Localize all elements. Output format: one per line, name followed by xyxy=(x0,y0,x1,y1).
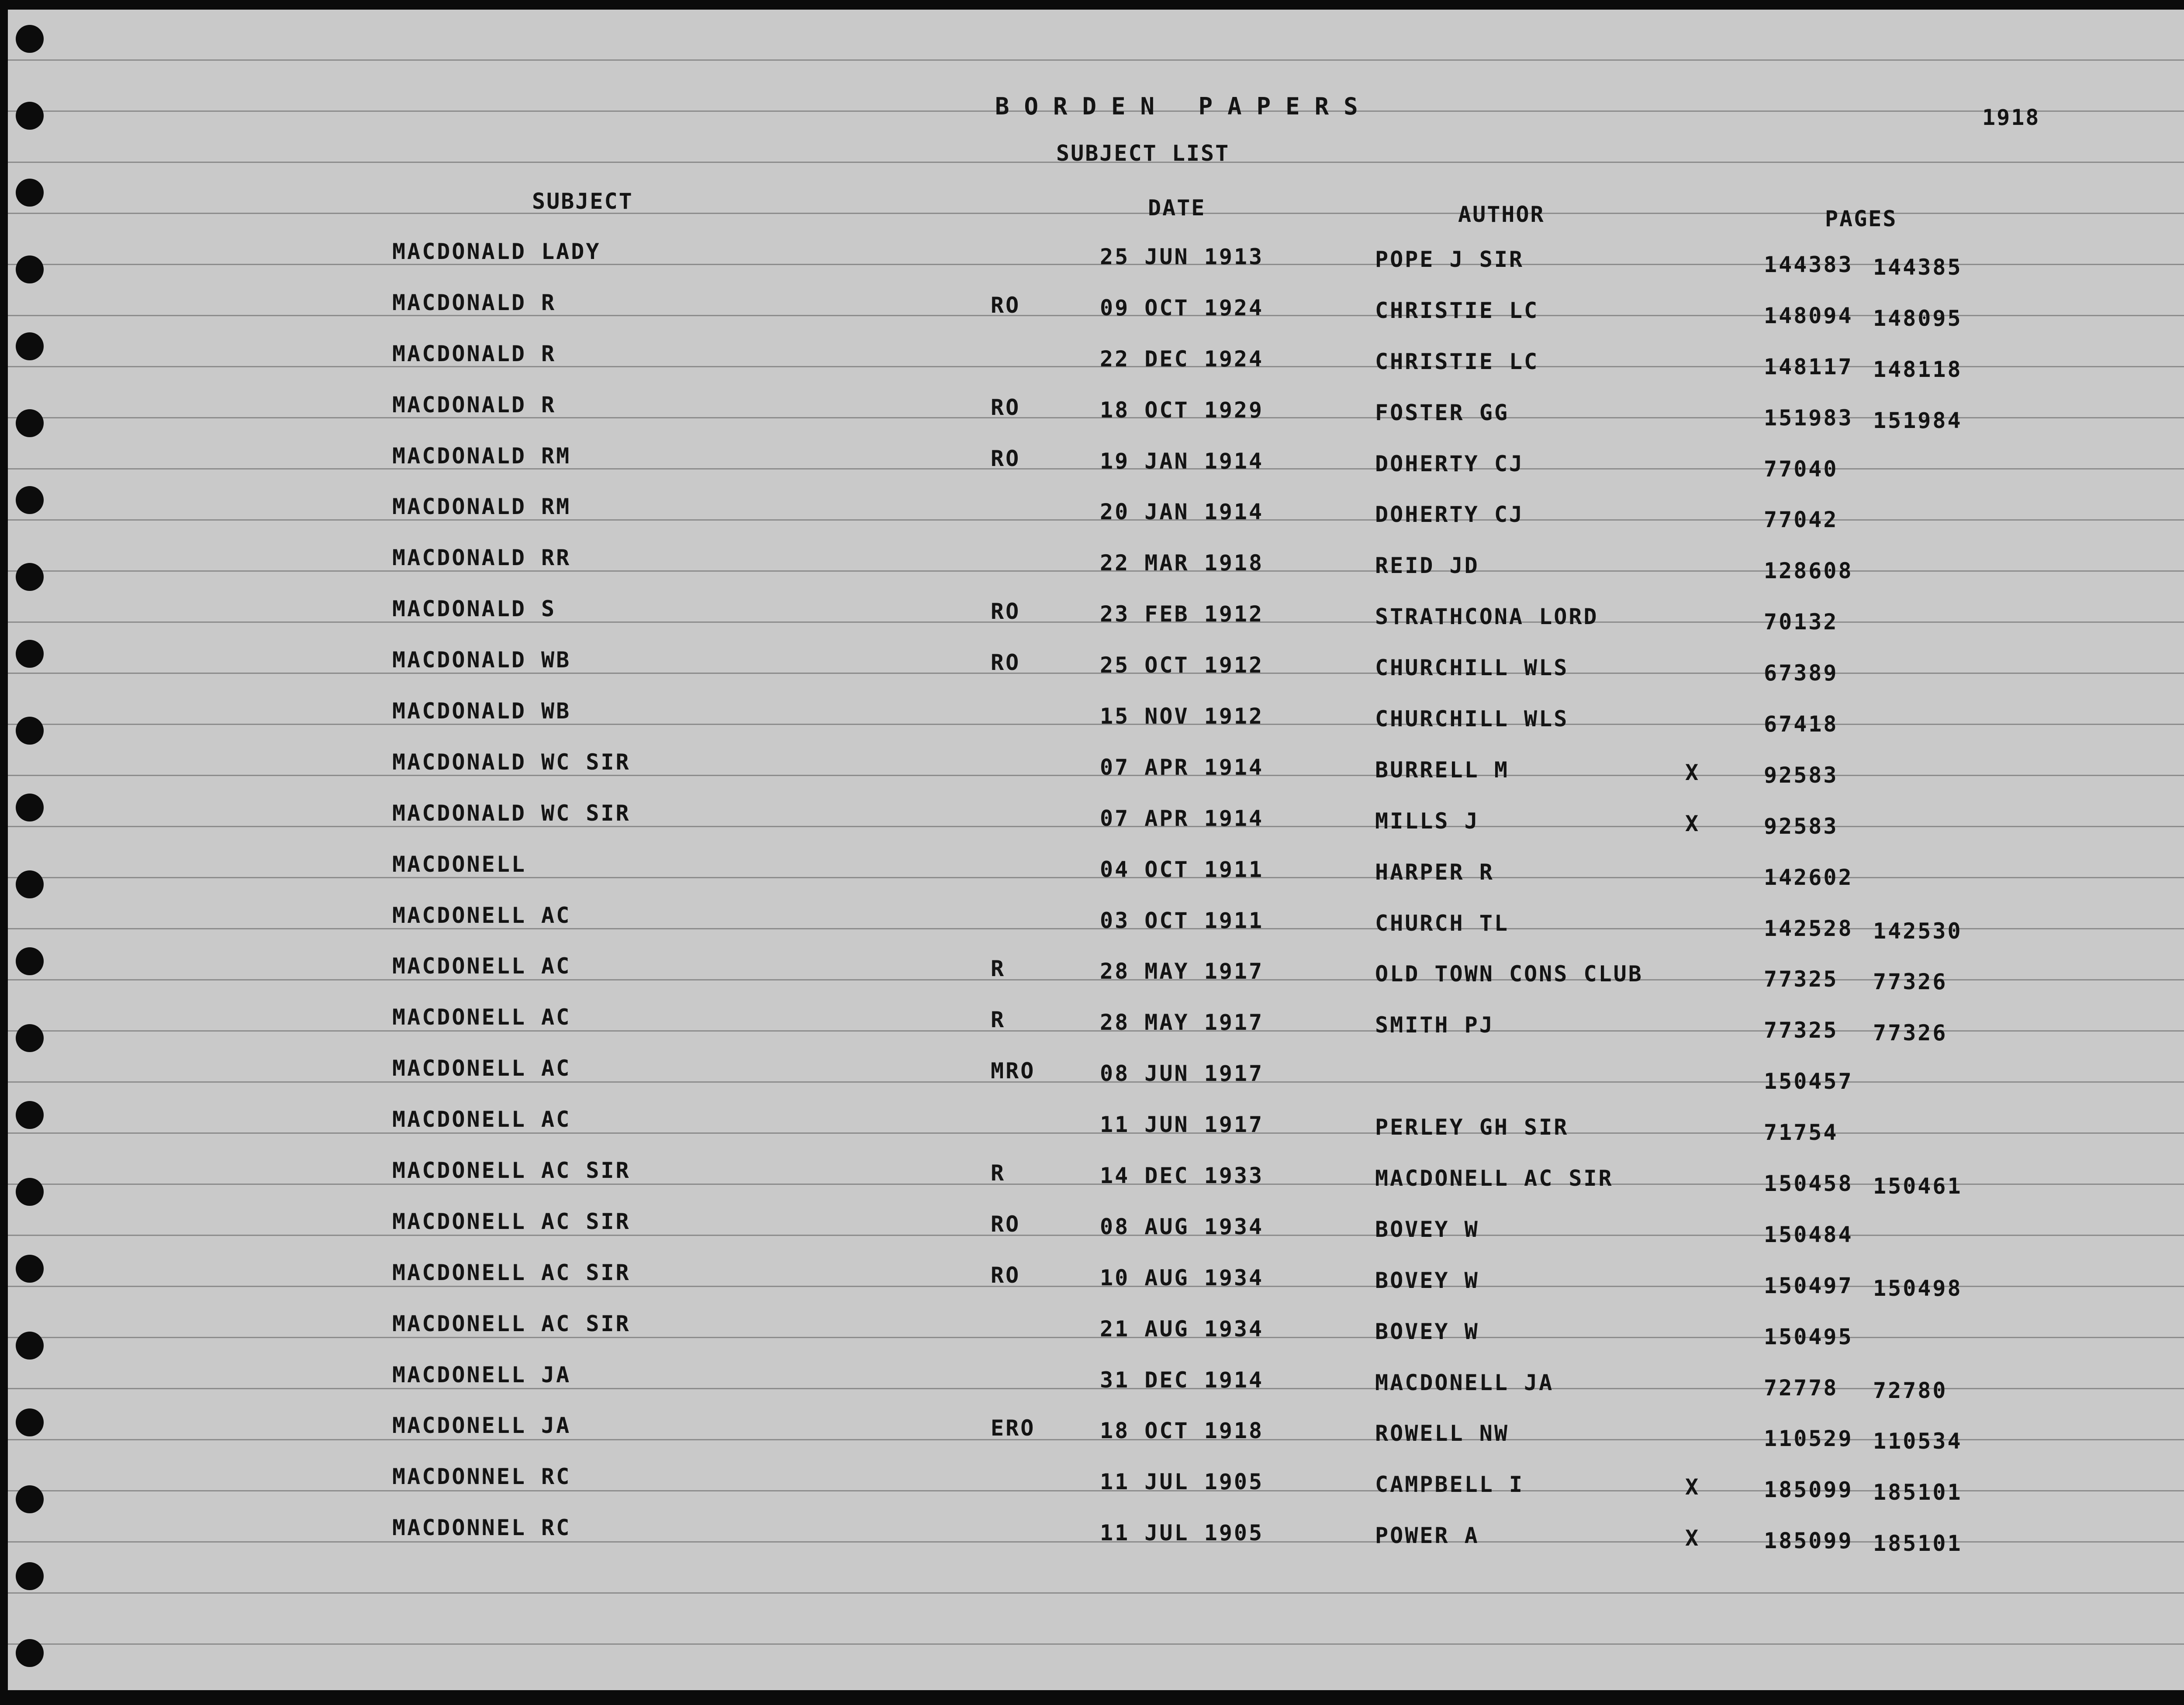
table-row xyxy=(8,1005,2184,1053)
table-row xyxy=(8,392,2184,440)
table-row xyxy=(8,1261,2184,1309)
row-code: RO xyxy=(991,650,1021,675)
row-code: MRO xyxy=(991,1058,1036,1084)
row-date: 08 JUN 1917 xyxy=(1100,1061,1264,1086)
row-author: DOHERTY CJ xyxy=(1375,502,1524,527)
row-author: PERLEY GH SIR xyxy=(1375,1115,1569,1140)
row-date: 28 MAY 1917 xyxy=(1100,959,1264,984)
row-author: POWER A xyxy=(1375,1523,1479,1548)
row-code: RO xyxy=(991,599,1021,624)
table-row xyxy=(8,1159,2184,1207)
row-code: R xyxy=(991,1160,1006,1186)
row-page-start: 92583 xyxy=(1764,814,1838,839)
document-title: BORDEN PAPERS xyxy=(995,93,1373,120)
row-author: CHRISTIE LC xyxy=(1375,298,1539,323)
table-row xyxy=(8,750,2184,798)
table-row xyxy=(8,1516,2184,1564)
table-row xyxy=(8,1363,2184,1411)
row-page-start: 148117 xyxy=(1764,354,1853,380)
row-subject: MACDONALD WC SIR xyxy=(392,749,631,775)
table-row xyxy=(8,545,2184,594)
row-date: 22 DEC 1924 xyxy=(1100,346,1264,372)
table-row xyxy=(8,1210,2184,1258)
row-page-end: 151984 xyxy=(1873,408,1963,433)
row-page-end: 148118 xyxy=(1873,357,1963,382)
subject-list-heading: SUBJECT LIST xyxy=(1056,141,1230,166)
row-x-mark: X xyxy=(1685,1526,1700,1551)
row-page-start: 77040 xyxy=(1764,456,1838,482)
row-date: 19 JAN 1914 xyxy=(1100,449,1264,474)
row-author: BOVEY W xyxy=(1375,1319,1479,1344)
row-date: 28 MAY 1917 xyxy=(1100,1010,1264,1035)
row-subject: MACDONELL AC xyxy=(392,1004,571,1030)
row-author: STRATHCONA LORD xyxy=(1375,604,1599,629)
table-row xyxy=(8,648,2184,696)
feed-hole xyxy=(16,25,44,53)
row-subject: MACDONALD RR xyxy=(392,545,571,570)
row-code: RO xyxy=(991,1263,1021,1288)
feed-hole xyxy=(16,179,44,207)
row-page-start: 151983 xyxy=(1764,405,1853,431)
row-page-start: 92583 xyxy=(1764,763,1838,788)
row-subject: MACDONALD RM xyxy=(392,494,571,519)
row-page-end: 150498 xyxy=(1873,1276,1963,1301)
row-author: REID JD xyxy=(1375,553,1479,578)
table-row xyxy=(8,903,2184,951)
feed-hole xyxy=(16,1562,44,1590)
table-row xyxy=(8,801,2184,849)
row-code: R xyxy=(991,1007,1006,1032)
row-author: MILLS J xyxy=(1375,808,1479,834)
row-author: FOSTER GG xyxy=(1375,400,1509,425)
row-date: 25 OCT 1912 xyxy=(1100,652,1264,678)
row-date: 18 OCT 1929 xyxy=(1100,397,1264,423)
row-date: 21 AUG 1934 xyxy=(1100,1316,1264,1342)
row-date: 10 AUG 1934 xyxy=(1100,1265,1264,1291)
row-author: CHURCH TL xyxy=(1375,911,1509,936)
column-header-subject: SUBJECT xyxy=(532,189,633,214)
row-page-end: 110534 xyxy=(1873,1429,1963,1454)
row-subject: MACDONALD S xyxy=(392,596,556,621)
table-row xyxy=(8,1108,2184,1156)
row-page-start: 142528 xyxy=(1764,916,1853,941)
row-page-start: 77325 xyxy=(1764,1018,1838,1043)
row-subject: MACDONALD R xyxy=(392,290,556,315)
row-date: 15 NOV 1912 xyxy=(1100,704,1264,729)
row-author: POPE J SIR xyxy=(1375,247,1524,272)
row-date: 25 JUN 1913 xyxy=(1100,244,1264,269)
row-page-start: 77042 xyxy=(1764,507,1838,532)
row-date: 22 MAR 1918 xyxy=(1100,550,1264,576)
table-row xyxy=(8,341,2184,389)
row-page-start: 150484 xyxy=(1764,1222,1853,1247)
row-page-start: 142602 xyxy=(1764,865,1853,890)
row-code: RO xyxy=(991,293,1021,318)
row-subject: MACDONELL AC xyxy=(392,1107,571,1132)
row-author: HARPER R xyxy=(1375,859,1494,885)
table-row xyxy=(8,852,2184,900)
row-page-end: 150461 xyxy=(1873,1173,1963,1199)
row-date: 23 FEB 1912 xyxy=(1100,601,1264,627)
row-subject: MACDONALD RM xyxy=(392,443,571,469)
row-date: 03 OCT 1911 xyxy=(1100,908,1264,933)
row-page-start: 110529 xyxy=(1764,1426,1853,1451)
row-author: CHURCHILL WLS xyxy=(1375,706,1569,732)
row-date: 07 APR 1914 xyxy=(1100,806,1264,831)
row-subject: MACDONNEL RC xyxy=(392,1464,571,1489)
row-code: ERO xyxy=(991,1415,1036,1441)
row-author: BOVEY W xyxy=(1375,1268,1479,1293)
row-page-start: 70132 xyxy=(1764,609,1838,635)
row-page-end: 185101 xyxy=(1873,1480,1963,1505)
row-page-end: 142530 xyxy=(1873,918,1963,944)
row-subject: MACDONELL JA xyxy=(392,1362,571,1387)
row-page-end: 185101 xyxy=(1873,1531,1963,1556)
row-page-start: 150457 xyxy=(1764,1069,1853,1094)
document-year: 1918 xyxy=(1982,105,2040,130)
row-author: BOVEY W xyxy=(1375,1217,1479,1242)
row-page-start: 67418 xyxy=(1764,711,1838,737)
row-page-start: 150495 xyxy=(1764,1324,1853,1350)
row-date: 18 OCT 1918 xyxy=(1100,1418,1264,1443)
row-page-start: 67389 xyxy=(1764,660,1838,686)
row-page-start: 144383 xyxy=(1764,252,1853,277)
row-author: MACDONELL JA xyxy=(1375,1370,1554,1395)
row-author: CAMPBELL I xyxy=(1375,1472,1524,1497)
row-subject: MACDONALD WB xyxy=(392,647,571,673)
row-author: ROWELL NW xyxy=(1375,1421,1509,1446)
row-date: 11 JUL 1905 xyxy=(1100,1469,1264,1494)
row-subject: MACDONELL AC SIR xyxy=(392,1158,631,1183)
table-row xyxy=(8,954,2184,1002)
row-date: 14 DEC 1933 xyxy=(1100,1163,1264,1188)
row-date: 08 AUG 1934 xyxy=(1100,1214,1264,1239)
row-code: RO xyxy=(991,395,1021,420)
row-author: SMITH PJ xyxy=(1375,1012,1494,1038)
row-code: R xyxy=(991,956,1006,981)
table-row xyxy=(8,1056,2184,1104)
row-page-end: 148095 xyxy=(1873,306,1963,331)
table-row xyxy=(8,443,2184,491)
feed-hole xyxy=(16,102,44,130)
row-subject: MACDONALD R xyxy=(392,392,556,418)
feed-hole xyxy=(16,1639,44,1667)
row-subject: MACDONALD WC SIR xyxy=(392,801,631,826)
row-author: DOHERTY CJ xyxy=(1375,451,1524,476)
row-subject: MACDONNEL RC xyxy=(392,1515,571,1540)
row-page-start: 150458 xyxy=(1764,1171,1853,1196)
row-subject: MACDONELL AC xyxy=(392,1056,571,1081)
row-subject: MACDONELL AC SIR xyxy=(392,1311,631,1336)
row-code: RO xyxy=(991,1211,1021,1237)
row-author: CHURCHILL WLS xyxy=(1375,655,1569,680)
row-subject: MACDONELL AC xyxy=(392,903,571,928)
row-author: MACDONELL AC SIR xyxy=(1375,1166,1614,1191)
table-row xyxy=(8,1414,2184,1462)
table-row xyxy=(8,494,2184,542)
row-date: 11 JUL 1905 xyxy=(1100,1520,1264,1546)
row-date: 11 JUN 1917 xyxy=(1100,1112,1264,1137)
row-date: 04 OCT 1911 xyxy=(1100,857,1264,882)
row-page-end: 77326 xyxy=(1873,969,1948,994)
table-row xyxy=(8,290,2184,338)
computer-printout-sheet xyxy=(8,10,2184,1690)
row-page-end: 144385 xyxy=(1873,255,1963,280)
row-subject: MACDONELL JA xyxy=(392,1413,571,1438)
row-subject: MACDONELL AC SIR xyxy=(392,1260,631,1285)
column-header-date: DATE xyxy=(1148,195,1206,221)
column-header-pages: PAGES xyxy=(1825,206,1897,231)
row-page-start: 128608 xyxy=(1764,558,1853,583)
row-page-start: 71754 xyxy=(1764,1120,1838,1145)
row-subject: MACDONELL xyxy=(392,852,526,877)
table-row xyxy=(8,1312,2184,1360)
row-date: 20 JAN 1914 xyxy=(1100,499,1264,525)
row-subject: MACDONELL AC SIR xyxy=(392,1209,631,1234)
row-date: 07 APR 1914 xyxy=(1100,755,1264,780)
table-row xyxy=(8,1465,2184,1513)
row-page-end: 77326 xyxy=(1873,1020,1948,1046)
row-page-start: 185099 xyxy=(1764,1477,1853,1502)
row-page-end: 72780 xyxy=(1873,1378,1948,1403)
table-row xyxy=(8,239,2184,287)
row-date: 31 DEC 1914 xyxy=(1100,1367,1264,1393)
row-x-mark: X xyxy=(1685,1474,1700,1500)
column-header-author: AUTHOR xyxy=(1458,202,1545,227)
row-page-start: 77325 xyxy=(1764,966,1838,992)
row-page-start: 185099 xyxy=(1764,1528,1853,1553)
row-subject: MACDONELL AC xyxy=(392,953,571,979)
row-subject: MACDONALD LADY xyxy=(392,239,601,264)
row-x-mark: X xyxy=(1685,811,1700,836)
row-author: BURRELL M xyxy=(1375,757,1509,783)
row-author: OLD TOWN CONS CLUB xyxy=(1375,961,1643,987)
row-author: CHRISTIE LC xyxy=(1375,349,1539,374)
row-x-mark: X xyxy=(1685,760,1700,785)
table-row xyxy=(8,699,2184,747)
table-row xyxy=(8,597,2184,645)
row-page-start: 148094 xyxy=(1764,303,1853,328)
row-date: 09 OCT 1924 xyxy=(1100,295,1264,321)
row-subject: MACDONALD WB xyxy=(392,698,571,724)
row-subject: MACDONALD R xyxy=(392,341,556,366)
row-page-start: 150497 xyxy=(1764,1273,1853,1298)
row-page-start: 72778 xyxy=(1764,1375,1838,1401)
row-code: RO xyxy=(991,446,1021,471)
